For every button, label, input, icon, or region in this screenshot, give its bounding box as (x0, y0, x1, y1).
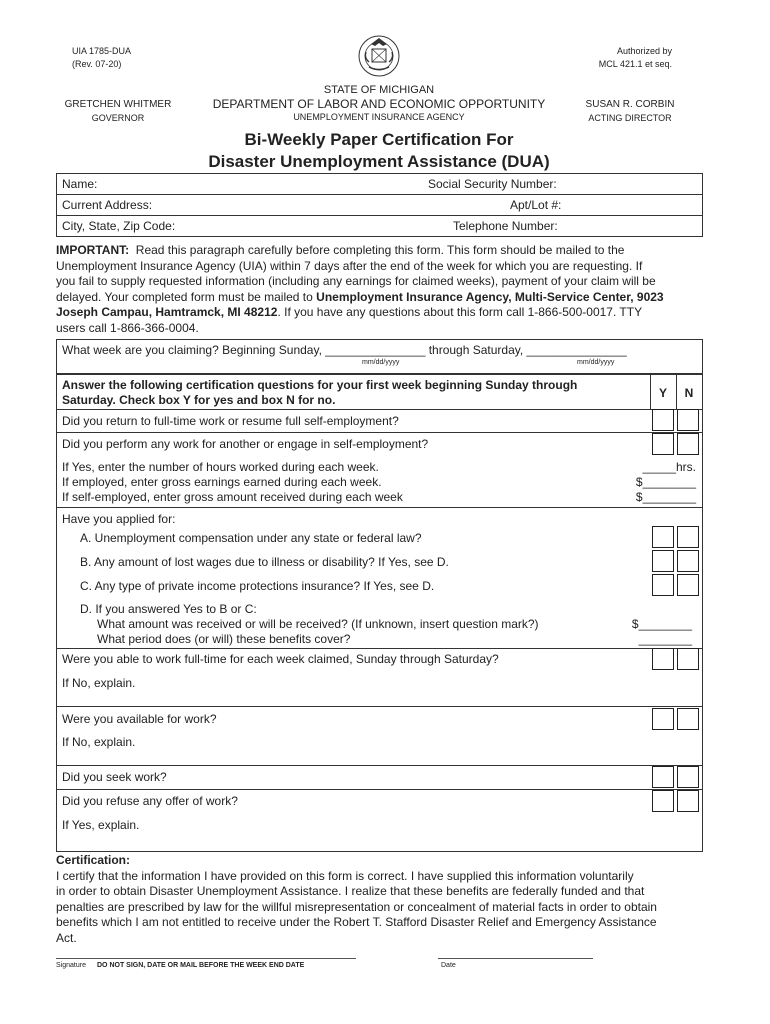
certification-text: benefits which I am not entitled to receive under the Robert T. Stafford Disaster Relief and Emergency Assistance (56, 915, 657, 929)
apt-field[interactable]: Apt/Lot #: (510, 198, 562, 212)
q6-yes-checkbox[interactable] (652, 708, 674, 730)
important-text: users call 1-866-366-0004. (56, 320, 199, 335)
question-refuse-work: Did you refuse any offer of work? (62, 794, 238, 808)
divider (56, 789, 703, 790)
certification-section (56, 853, 706, 946)
certification-text: in order to obtain Disaster Unemployment Assistance. I realize that these benefits are federally funded and that (56, 884, 645, 898)
q4b-yes-checkbox[interactable] (652, 550, 674, 572)
able-to-work-explain[interactable]: If No, explain. (62, 676, 136, 690)
gross-earnings-label: If employed, enter gross earnings earned during each week. (62, 475, 382, 489)
city-state-zip-field[interactable]: City, State, Zip Code: (62, 219, 176, 233)
director-title: ACTING DIRECTOR (588, 113, 672, 123)
yes-column-label: Y (658, 386, 667, 400)
telephone-field[interactable]: Telephone Number: (453, 219, 558, 233)
instructions-line: Answer the following certification questions for your first week beginning Sunday through (62, 378, 578, 392)
date-format-hint: mm/dd/yyyy (577, 359, 615, 366)
certification-text: penalties are prescribed by law for the willful misrepresentation or concealment of material facts in order to obtain (56, 899, 657, 914)
authorized-by: Authorized by (616, 46, 672, 56)
divider (56, 194, 703, 195)
date-format-hint: mm/dd/yyyy (362, 359, 400, 366)
governor-title: GOVERNOR (91, 113, 145, 123)
question-4b: B. Any amount of lost wages due to illness or disability? If Yes, see D. (80, 555, 449, 569)
question-able-to-work: Were you able to work full-time for each week claimed, Sunday through Saturday? (62, 652, 499, 666)
form-id: UIA 1785-DUA (72, 46, 132, 56)
available-for-work-explain[interactable]: If No, explain. (62, 735, 136, 749)
state-seal-icon (357, 34, 401, 78)
q4c-yes-checkbox[interactable] (652, 574, 674, 596)
gross-earnings-input[interactable]: $________ (635, 475, 696, 489)
ssn-field[interactable]: Social Security Number: (428, 177, 557, 191)
director-name: SUSAN R. CORBIN (585, 99, 675, 110)
certification-text: Act. (56, 930, 77, 945)
q7-yes-checkbox[interactable] (652, 766, 674, 788)
hours-worked-input[interactable]: _____hrs. (642, 460, 696, 474)
q7-no-checkbox[interactable] (677, 766, 699, 788)
benefit-period-input[interactable]: ________ (638, 632, 692, 646)
instructions-line: Saturday. Check box Y for yes and box N for no. (62, 393, 336, 407)
state-name: STATE OF MICHIGAN (323, 84, 435, 96)
question-applied-for: Have you applied for: (62, 512, 176, 526)
question-available-for-work: Were you available for work? (62, 712, 217, 726)
q2-yes-checkbox[interactable] (652, 433, 674, 455)
date-label: Date (441, 962, 456, 969)
address-field[interactable]: Current Address: (62, 198, 153, 212)
important-text: Read this paragraph carefully before completing this form. This form should be mailed to the (135, 243, 625, 257)
q5-yes-checkbox[interactable] (652, 648, 674, 670)
answer-instructions (62, 378, 577, 408)
self-employed-amount-label: If self-employed, enter gross amount received during each week (62, 490, 403, 504)
mcl-reference: MCL 421.1 et seq. (598, 59, 672, 69)
form-revision: (Rev. 07-20) (72, 59, 122, 69)
mailing-address: Unemployment Insurance Agency, Multi-Service Center, 9023 (316, 289, 664, 304)
divider (56, 648, 703, 649)
form-title-line2: Disaster Unemployment Assistance (DUA) (208, 152, 550, 171)
q2-no-checkbox[interactable] (677, 433, 699, 455)
department-name: DEPARTMENT OF LABOR AND ECONOMIC OPPORTUNITY (212, 97, 546, 111)
q1-no-checkbox[interactable] (677, 409, 699, 431)
form-title-line1: Bi-Weekly Paper Certification For (244, 130, 514, 149)
signature-warning: DO NOT SIGN, DATE OR MAIL BEFORE THE WEEK END DATE (97, 962, 305, 969)
divider (56, 706, 703, 707)
no-column-label: N (684, 386, 694, 400)
certification-text: I certify that the information I have provided on this form is correct. I have supplied this information voluntarily (56, 868, 634, 883)
certification-heading: Certification: (56, 853, 131, 867)
hours-worked-label: If Yes, enter the number of hours worked during each week. (62, 460, 379, 474)
benefit-period-label: What period does (or will) these benefits cover? (97, 632, 351, 646)
benefit-amount-label: What amount was received or will be received? (If unknown, insert question mark?) (97, 617, 539, 631)
q5-no-checkbox[interactable] (677, 648, 699, 670)
question-seek-work: Did you seek work? (62, 770, 167, 784)
question-4c: C. Any type of private income protections insurance? If Yes, see D. (80, 579, 435, 593)
important-text: you fail to supply requested information (including any earnings for claimed weeks), payment of your claim will be (56, 274, 656, 288)
mailing-address: Joseph Campau, Hamtramck, MI 48212 (56, 305, 278, 319)
question-perform-work: Did you perform any work for another or engage in self-employment? (62, 437, 429, 451)
refuse-work-explain[interactable]: If Yes, explain. (62, 818, 140, 832)
signature-line[interactable] (56, 958, 356, 959)
week-claimed-question[interactable]: What week are you claiming? Beginning Sunday, _______________ through Saturday, _______________ (62, 343, 627, 357)
divider (56, 409, 703, 410)
q4a-no-checkbox[interactable] (677, 526, 699, 548)
q4a-yes-checkbox[interactable] (652, 526, 674, 548)
date-line[interactable] (438, 958, 593, 959)
signature-label: Signature (56, 962, 86, 969)
self-employed-amount-input[interactable]: $________ (635, 490, 696, 504)
important-heading: IMPORTANT: (56, 243, 130, 257)
benefit-amount-input[interactable]: $________ (631, 617, 692, 631)
q8-no-checkbox[interactable] (677, 790, 699, 812)
q1-yes-checkbox[interactable] (652, 409, 674, 431)
important-text: delayed. Your completed form must be mailed to (56, 289, 317, 304)
name-field[interactable]: Name: (62, 177, 98, 191)
q4c-no-checkbox[interactable] (677, 574, 699, 596)
important-paragraph (56, 243, 706, 336)
question-return-to-work: Did you return to full-time work or resume full self-employment? (62, 414, 399, 428)
important-text: Unemployment Insurance Agency (UIA) within 7 days after the end of the week for which you are requesting. If (56, 258, 643, 273)
governor-name: GRETCHEN WHITMER (64, 99, 172, 110)
divider (56, 432, 703, 433)
agency-name: UNEMPLOYMENT INSURANCE AGENCY (293, 112, 465, 122)
question-4d: D. If you answered Yes to B or C: (80, 602, 257, 616)
q4b-no-checkbox[interactable] (677, 550, 699, 572)
q8-yes-checkbox[interactable] (652, 790, 674, 812)
question-4a: A. Unemployment compensation under any state or federal law? (80, 531, 422, 545)
divider (56, 765, 703, 766)
divider (56, 215, 703, 216)
q6-no-checkbox[interactable] (677, 708, 699, 730)
divider (56, 507, 703, 508)
important-text: . If you have any questions about this form call 1-866-500-0017. TTY (277, 305, 643, 319)
